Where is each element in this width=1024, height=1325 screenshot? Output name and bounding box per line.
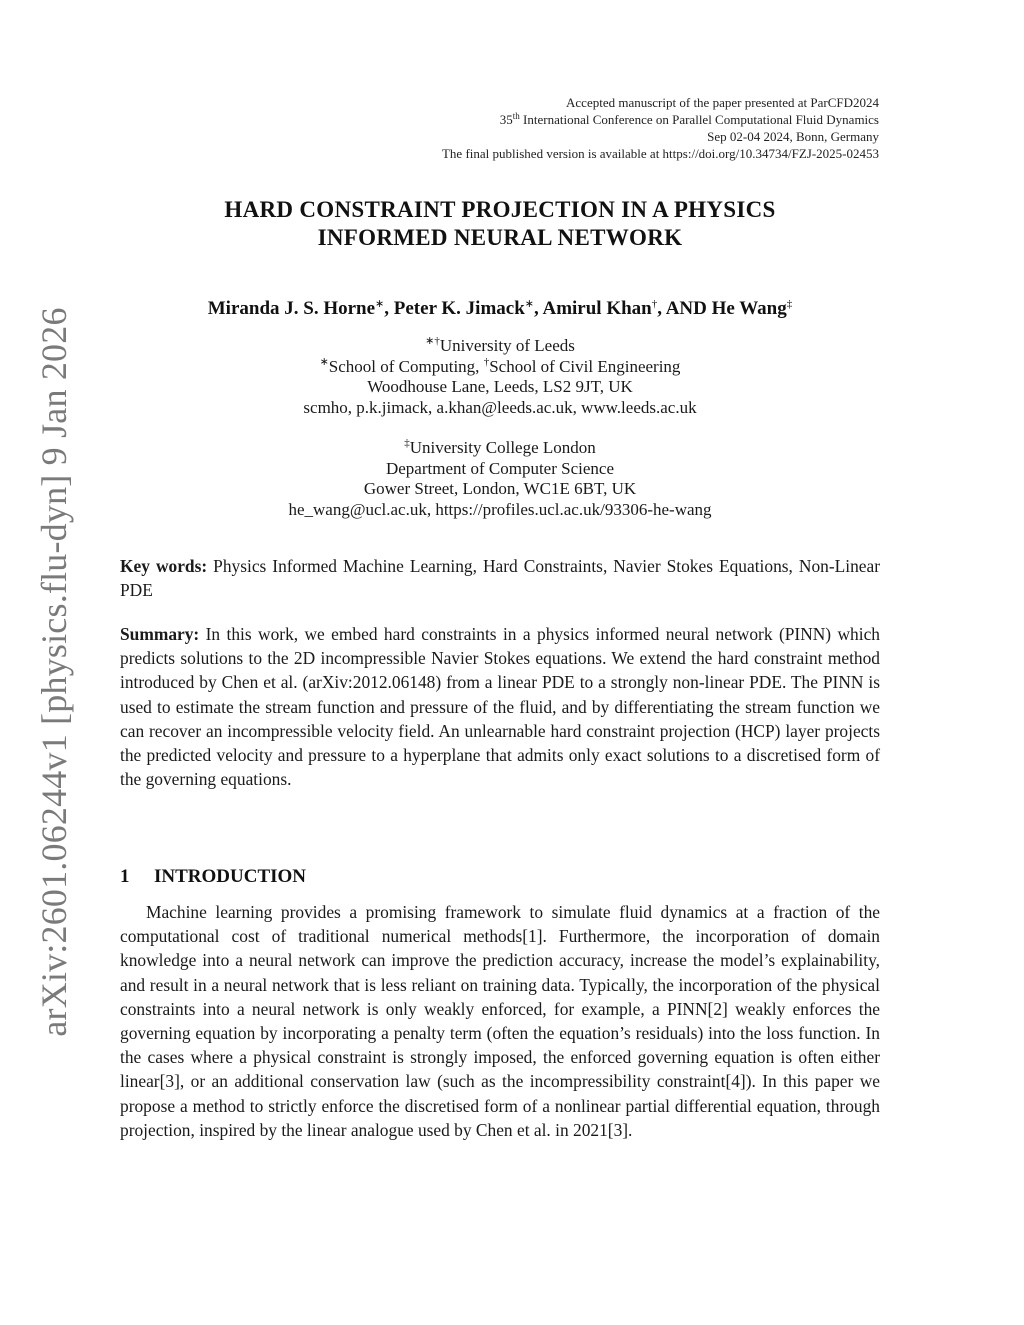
author-mark: ‡ xyxy=(786,298,793,310)
keywords-label: Key words: xyxy=(120,556,208,576)
affiliation-leeds xyxy=(150,336,850,418)
author-list xyxy=(100,296,900,322)
introduction-paragraph: Machine learning provides a promising framework to simulate fluid dynamics at a fraction of the computational cost of traditional numerical methods[1]. Furthermore, the incorporation of domain knowledge into a neural network can improve the prediction accuracy, increase the model’s explainability, and result in a neural network that is less reliant on training data. Typically, the incorporation of the physical constraints into a neural network is only weakly enforced, for example, a PINN[2] weakly enforces the governing equation by incorporating a penalty term (often the equation’s residuals) into the loss function. In the cases where a physical constraint is strongly imposed, the enforced governing equation is often either linear[3], or an additional conservation law (such as the incompressibility constraint[4]). In this paper we propose a method to strictly enforce the discretised form of a nonlinear partial differential equation, through projection, inspired by the linear analogue used by Chen et al. in 2021[3]. xyxy=(120,902,880,1140)
header-line-conference xyxy=(259,111,879,128)
author-mark: ∗ xyxy=(524,298,535,310)
affiliation-university xyxy=(150,336,850,357)
school-civil-engineering: School of Civil Engineering xyxy=(489,356,681,376)
affiliation-ucl xyxy=(150,438,850,520)
conference-number: 35 xyxy=(499,112,513,127)
title-line-1: HARD CONSTRAINT PROJECTION IN A PHYSICS xyxy=(224,197,776,222)
author-horne: Miranda J. S. Horne xyxy=(207,298,376,319)
paper-title xyxy=(120,196,880,252)
author-mark: ∗ xyxy=(375,298,385,310)
author-jimack: , Peter K. Jimack xyxy=(384,298,525,319)
author-mark: † xyxy=(651,298,658,310)
conference-name: International Conference on Parallel Computational Fluid Dynamics xyxy=(519,112,879,127)
summary-paragraph xyxy=(120,622,880,791)
summary-text: In this work, we embed hard constraints in a physics informed neural network (PINN) which predicts solutions to the 2D incompressible Navier Stokes equations. We extend the hard constraint method introduced by Chen et al. (arXiv:2012.06148) from a linear PDE to a strongly non-linear PDE. The PINN is used to estimate the stream function and pressure of the fluid, and by differentiating the stream function we can recover an incompressible velocity field. An unlearnable hard constraint projection (HCP) layer projects the predicted velocity and pressure to a hyperplane that admits only exact solutions to a discretised form of the governing equations. xyxy=(120,624,880,790)
affiliation-schools xyxy=(150,357,850,378)
author-wang: , AND He Wang xyxy=(657,298,787,319)
arxiv-identifier-stamp: arXiv:2601.06244v1 [physics.flu-dyn] 9 Jan 2026 xyxy=(34,307,74,1037)
affiliation-university-name: University College London xyxy=(409,438,596,457)
header-notice xyxy=(259,94,879,162)
affiliation-mark: ‡ xyxy=(404,437,410,449)
header-line-accepted: Accepted manuscript of the paper presented at ParCFD2024 xyxy=(566,95,879,110)
header-line-doi: The final published version is available at https://doi.org/10.34734/FZJ-2025-02453 xyxy=(441,146,879,161)
affiliation-mark: ∗† xyxy=(425,335,440,347)
school-computing: School of Computing, xyxy=(328,356,484,376)
affiliation-university xyxy=(150,438,850,459)
header-line-date: Sep 02-04 2024, Bonn, Germany xyxy=(707,129,879,144)
summary-label: Summary: xyxy=(120,624,200,644)
author-khan: , Amirul Khan xyxy=(534,298,652,319)
affiliation-mark: † xyxy=(483,355,490,368)
section-title: INTRODUCTION xyxy=(154,866,307,887)
affiliation-mark: ∗ xyxy=(319,355,329,368)
keywords-paragraph xyxy=(120,554,880,602)
affiliation-contacts: he_wang@ucl.ac.uk, https://profiles.ucl.ac.uk/93306-he-wang xyxy=(288,499,712,519)
affiliation-contacts: scmho, p.k.jimack, a.khan@leeds.ac.uk, www.leeds.ac.uk xyxy=(303,397,697,417)
affiliation-department: Department of Computer Science xyxy=(385,458,614,478)
affiliation-university-name: University of Leeds xyxy=(439,336,575,355)
section-number: 1 xyxy=(120,866,130,887)
affiliation-address: Woodhouse Lane, Leeds, LS2 9JT, UK xyxy=(367,377,633,396)
conference-ordinal: th xyxy=(512,111,520,121)
title-line-2: INFORMED NEURAL NETWORK xyxy=(317,225,683,250)
section-heading-introduction xyxy=(120,866,306,888)
affiliation-address: Gower Street, London, WC1E 6BT, UK xyxy=(363,479,637,498)
keywords-text: Physics Informed Machine Learning, Hard Constraints, Navier Stokes Equations, Non-Linear PDE xyxy=(120,556,881,601)
